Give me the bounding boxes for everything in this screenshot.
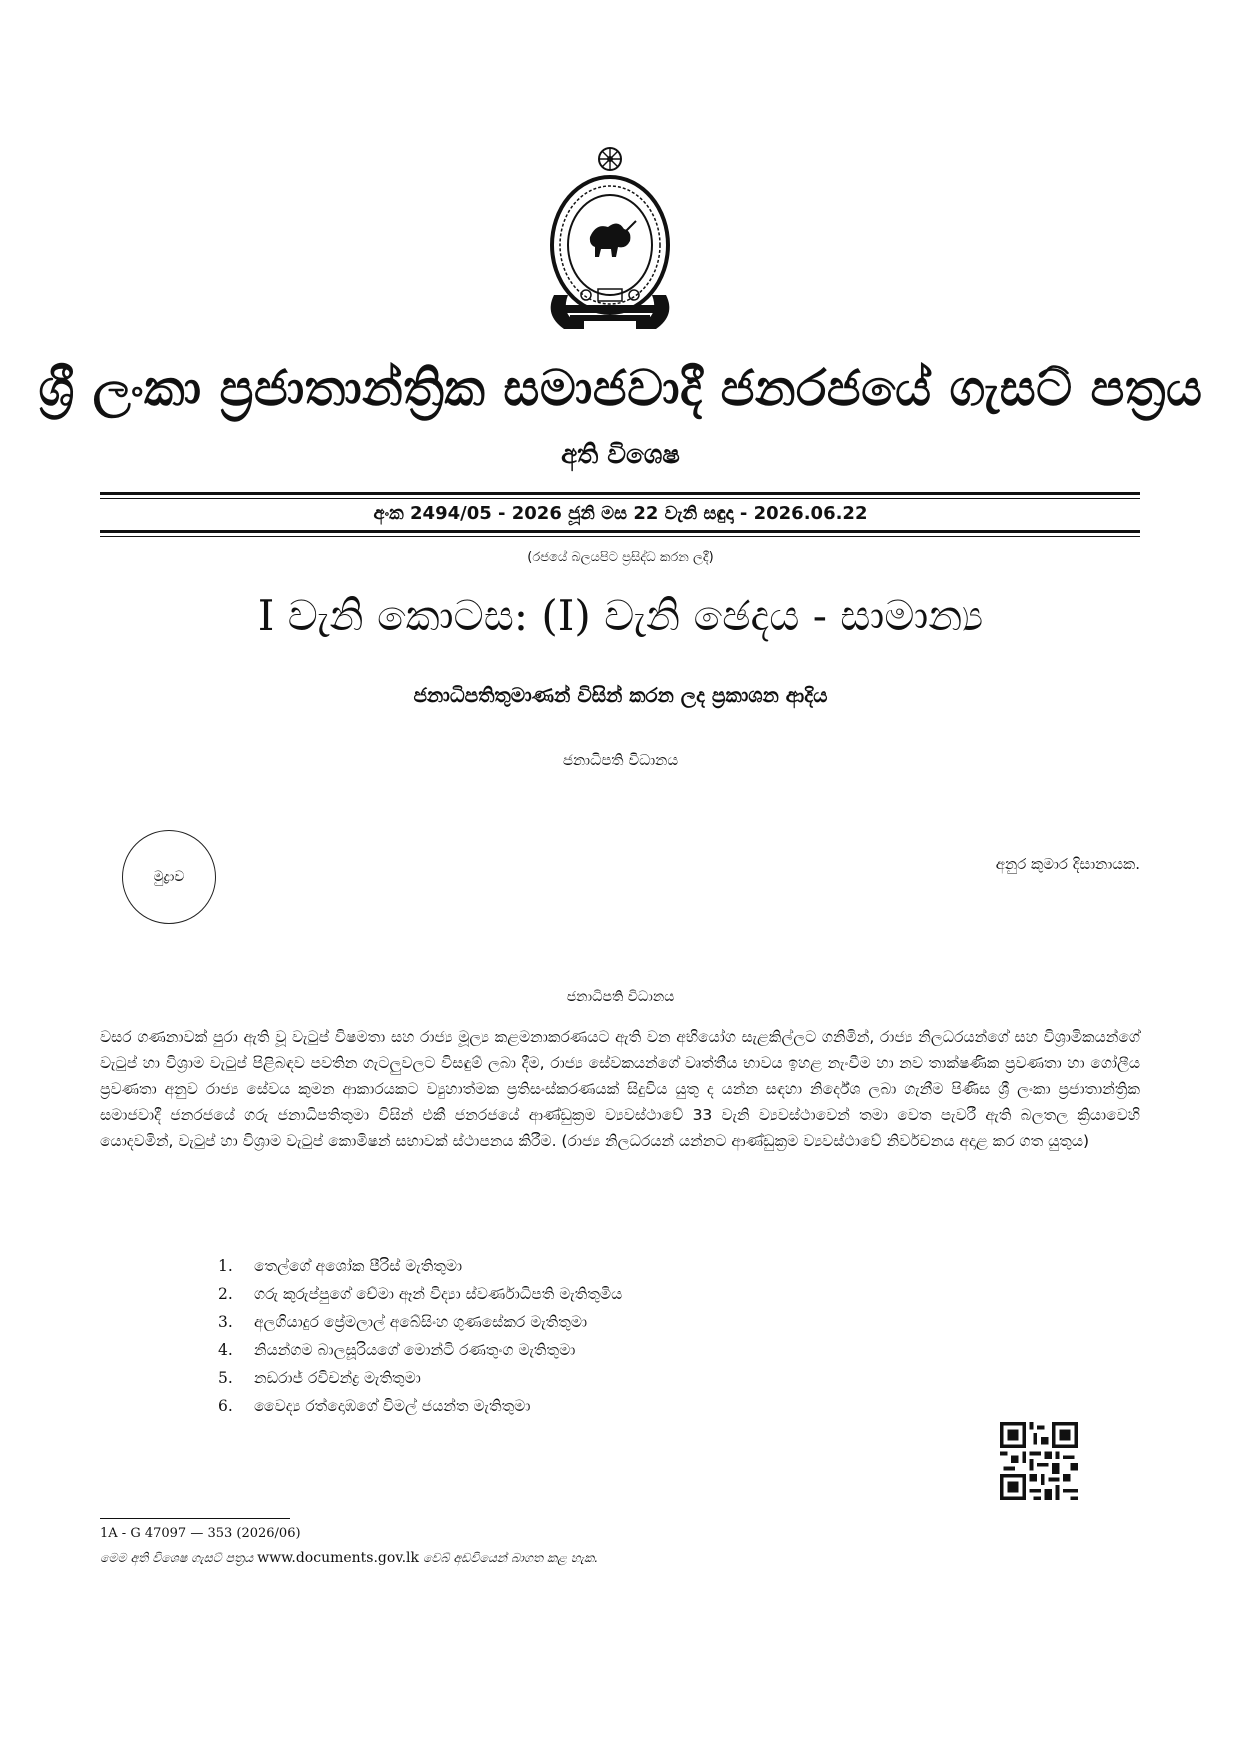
list-item: 6. වෛද්‍ය රත්දොඹගේ විමල් ජයන්ත මැතිතුමා	[218, 1392, 918, 1420]
list-item: 2. ගරු කුරුප්පුගේ චේමා ඈන් විද්‍යා ස්වර්ණාධිපති මැතිතුමිය	[218, 1280, 918, 1308]
qr-code-icon	[1000, 1422, 1078, 1500]
gazette-code: 1A - G 47097 — 353 (2026/06)	[100, 1526, 301, 1541]
edition-label: අති විශෙෂ	[561, 440, 680, 470]
member-name: ගරු කුරුප්පුගේ චේමා ඈන් විද්‍යා ස්වර්ණාධිපති මැතිතුමිය	[254, 1285, 623, 1303]
authority-note: (රජයේ බලයපිට ප්‍රසිද්ධ කරන ලදී)	[527, 550, 714, 565]
member-name: නියන්ගම බාලසූරියගේ මොන්ටි රණතුංග මැතිතුමා	[254, 1341, 576, 1359]
section-subheading: ජනාධිපතිතුමාණන් විසින් කරන ලද ප්‍රකාශන ආදිය	[413, 683, 828, 707]
header-rule-bottom	[100, 530, 1140, 533]
list-item: 4. නියන්ගම බාලසූරියගේ මොන්ටි රණතුංග මැතිතුමා	[218, 1336, 918, 1364]
seal-label: මුද්‍රාව	[153, 869, 185, 885]
header-rule-top-thin	[100, 498, 1140, 499]
header-rule-bottom-thin	[100, 536, 1140, 537]
commission-member-list	[218, 1252, 918, 1420]
download-note: මෙම අති විශෙෂ ගැසට් පත්‍රය www.documents.gov.lk වෙබ් අඩවියෙන් බාගත කළ හැක.	[100, 1550, 599, 1566]
header-rule-top	[100, 492, 1140, 495]
member-name: නඩරාජ් රවිචන්ද්‍ර මැතිතුමා	[254, 1369, 421, 1387]
member-name: වෛද්‍ය රත්දොඹගේ විමල් ජයන්ත මැතිතුමා	[254, 1397, 531, 1415]
decree-heading-top: ජනාධිපති විධානය	[562, 751, 679, 769]
website-link[interactable]: www.documents.gov.lk	[257, 1550, 419, 1566]
signatory-name: අනුර කුමාර දිසානායක.	[995, 855, 1140, 873]
list-item: 1. තෙල්ගේ අශෝක පීරිස් මැතිතුමා	[218, 1252, 918, 1280]
seal-circle	[122, 830, 216, 924]
part-title: I වැනි කොටස: (I) වැනි ඡෙදය - සාමාන්‍ය	[257, 591, 984, 640]
decree-body-paragraph: වසර ගණනාවක් පුරා ඇති වූ වැටුප් විෂමතා සහ රාජ්‍ය මූල්‍ය කළමනාකරණයට ඇති වන අභියෝග සැළකිල්ලට ගනිමින්, රාජ්‍ය නිලධරයන්ගේ සහ විශ්‍රාමිකයන්ගේ වැටුප් හා විශ්‍රාම වැටුප් පිළිබඳව පවතින ගැටලුවලට විසඳුම් ලබා දීම, රාජ්‍ය සේවකයන්ගේ වෘත්තීය භාවය ඉහළ නැංවීම හා නව තාක්ෂණික ප්‍රවණතා හා ගෝලීය ප්‍රවණතා අනුව රාජ්‍ය සේවය කුමන ආකාරයකට ව්‍යුහාත්මක ප්‍රතිසංස්කරණයක් සිදුවිය යුතු ද යන්න සඳහා නිර්දේශ ලබා ගැනීම පිණිස ශ්‍රී ලංකා ප්‍රජාතාන්ත්‍රික සමාජවාදී ජනරජයේ ගරු ජනාධිපතිතුමා විසින් එකී ජනරජයේ ආණ්ඩුක්‍රම ව්‍යවස්ථාවේ 33 වැනි ව්‍යවස්ථාවෙන් තමා වෙත පැවරී ඇති බලතල ක්‍රියාවෙහි යොදවමින්, වැටුප් හා විශ්‍රාම වැටුප් කොමිෂන් සභාවක් ස්ථාපනය කිරීම. (රාජ්‍ය නිලධරයන් යන්නට ආණ්ඩුක්‍රම ව්‍යවස්ථාවේ නිර්වචනය අදාළ කර ගත යුතුය)	[100, 1028, 1140, 1150]
member-name: තෙල්ගේ අශෝක පීරිස් මැතිතුමා	[254, 1257, 463, 1275]
list-item: 3. අලගියාදුර ප්‍රේමලාල් අබේසිංහ ගුණසේකර මැතිතුමා	[218, 1308, 918, 1336]
decree-heading: ජනාධිපති විධානය	[566, 989, 675, 1005]
footer-rule	[100, 1518, 290, 1519]
list-item: 5. නඩරාජ් රවිචන්ද්‍ර මැතිතුමා	[218, 1364, 918, 1392]
gazette-masthead: ශ්‍රී ලංකා ප්‍රජාතාන්ත්‍රික සමාජවාදී ජනරජයේ ගැසට් පත්‍රය	[38, 359, 1203, 417]
issue-line: අංක 2494/05 - 2026 ජූනි මස 22 වැනි සඳුදා - 2026.06.22	[373, 503, 868, 524]
member-name: අලගියාදුර ප්‍රේමලාල් අබේසිංහ ගුණසේකර මැතිතුමා	[254, 1313, 588, 1331]
national-emblem-icon	[540, 145, 680, 345]
